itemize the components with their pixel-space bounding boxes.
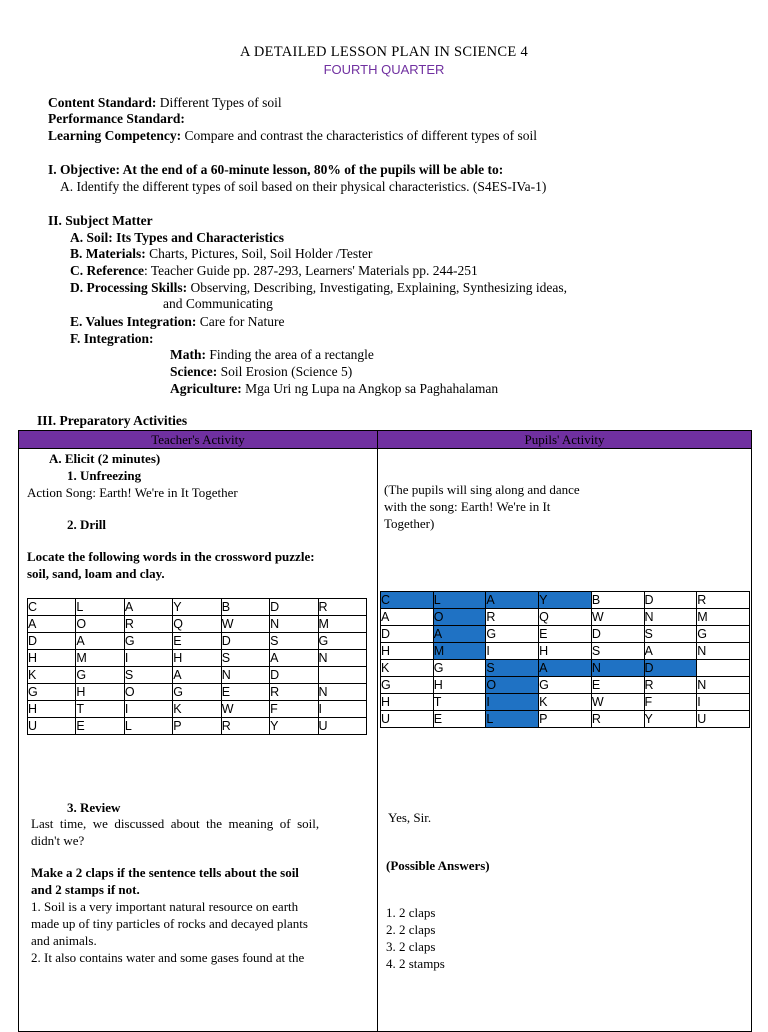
puzzle-cell: G bbox=[697, 626, 750, 643]
puzzle-cell: E bbox=[221, 684, 269, 701]
answer-2: 2. 2 claps bbox=[386, 922, 436, 937]
crossword-puzzle-blank bbox=[27, 598, 367, 735]
claps-instruction-1: Make a 2 claps if the sentence tells about the soil bbox=[31, 865, 299, 880]
learning-competency bbox=[48, 128, 537, 144]
puzzle-row bbox=[381, 609, 750, 626]
puzzle-cell: A bbox=[28, 616, 76, 633]
review-text-1: Last time, we discussed about the meaning of soil, bbox=[31, 816, 320, 831]
puzzle-cell: M bbox=[433, 643, 486, 660]
puzzle-cell: G bbox=[124, 633, 172, 650]
puzzle-cell: W bbox=[221, 616, 269, 633]
puzzle-cell: O bbox=[76, 616, 124, 633]
elicit-heading: A. Elicit (2 minutes) bbox=[49, 451, 161, 466]
subject-matter-c bbox=[70, 263, 478, 279]
puzzle-cell: S bbox=[124, 667, 172, 684]
locate-instruction-2: soil, sand, loam and clay. bbox=[27, 566, 165, 581]
puzzle-cell: P bbox=[173, 718, 221, 735]
puzzle-row bbox=[381, 592, 750, 609]
puzzle-cell: S bbox=[591, 643, 644, 660]
puzzle-cell: S bbox=[644, 626, 697, 643]
unfreezing-heading: 1. Unfreezing bbox=[67, 468, 142, 483]
review-text-2: didn't we? bbox=[31, 833, 85, 848]
puzzle-cell: S bbox=[221, 650, 269, 667]
subject-matter-e bbox=[70, 314, 285, 330]
puzzle-cell: I bbox=[486, 643, 539, 660]
integration-math bbox=[170, 347, 374, 363]
puzzle-cell: M bbox=[318, 616, 366, 633]
puzzle-cell bbox=[697, 660, 750, 677]
drill-heading: 2. Drill bbox=[67, 517, 106, 532]
puzzle-cell: P bbox=[539, 711, 592, 728]
puzzle-cell: D bbox=[591, 626, 644, 643]
puzzle-cell: G bbox=[28, 684, 76, 701]
puzzle-cell: G bbox=[433, 660, 486, 677]
answer-3: 3. 2 claps bbox=[386, 939, 436, 954]
agriculture-value: Mga Uri ng Lupa na Angkop sa Paghahalaman bbox=[241, 381, 499, 396]
puzzle-cell: O bbox=[124, 684, 172, 701]
subject-matter-b bbox=[70, 246, 372, 262]
agriculture-label: Agriculture: bbox=[170, 381, 242, 396]
learning-competency-label: Learning Competency: bbox=[48, 128, 182, 143]
puzzle-cell: D bbox=[28, 633, 76, 650]
values-integration-label: E. Values Integration: bbox=[70, 314, 197, 329]
puzzle-cell: W bbox=[591, 609, 644, 626]
puzzle-cell: K bbox=[381, 660, 434, 677]
puzzle-cell: R bbox=[591, 711, 644, 728]
math-value: Finding the area of a rectangle bbox=[206, 347, 374, 362]
puzzle-cell: Y bbox=[173, 599, 221, 616]
reference-label: C. Reference bbox=[70, 263, 144, 278]
processing-skills-label: D. Processing Skills: bbox=[70, 280, 188, 295]
puzzle-cell: F bbox=[644, 694, 697, 711]
possible-answers-heading: (Possible Answers) bbox=[386, 858, 490, 873]
statement-1-line-3: and animals. bbox=[31, 933, 97, 948]
pupils-sing-3: Together) bbox=[384, 516, 435, 531]
puzzle-cell: U bbox=[697, 711, 750, 728]
puzzle-cell: G bbox=[381, 677, 434, 694]
puzzle-cell: B bbox=[221, 599, 269, 616]
puzzle-cell: G bbox=[539, 677, 592, 694]
puzzle-cell: Y bbox=[644, 711, 697, 728]
review-heading: 3. Review bbox=[67, 800, 121, 815]
puzzle-cell: A bbox=[173, 667, 221, 684]
puzzle-cell: I bbox=[697, 694, 750, 711]
puzzle-cell: U bbox=[28, 718, 76, 735]
puzzle-cell: I bbox=[124, 701, 172, 718]
puzzle-cell: N bbox=[591, 660, 644, 677]
puzzle-cell: G bbox=[76, 667, 124, 684]
pupils-sing-2: with the song: Earth! We're in It bbox=[384, 499, 551, 514]
puzzle-cell: Q bbox=[539, 609, 592, 626]
puzzle-row bbox=[28, 650, 367, 667]
pupils-activity-header: Pupils' Activity bbox=[378, 431, 752, 449]
puzzle-cell: L bbox=[76, 599, 124, 616]
puzzle-cell: T bbox=[433, 694, 486, 711]
puzzle-cell: B bbox=[591, 592, 644, 609]
puzzle-cell: Y bbox=[539, 592, 592, 609]
puzzle-cell: H bbox=[76, 684, 124, 701]
puzzle-row bbox=[381, 660, 750, 677]
puzzle-cell: S bbox=[486, 660, 539, 677]
puzzle-row bbox=[381, 694, 750, 711]
puzzle-cell: A bbox=[270, 650, 318, 667]
puzzle-cell: O bbox=[486, 677, 539, 694]
puzzle-cell: H bbox=[539, 643, 592, 660]
puzzle-cell: C bbox=[28, 599, 76, 616]
answer-1: 1. 2 claps bbox=[386, 905, 436, 920]
puzzle-row bbox=[381, 711, 750, 728]
puzzle-row bbox=[381, 677, 750, 694]
processing-skills-value: Observing, Describing, Investigating, Explaining, Synthesizing ideas, bbox=[187, 280, 567, 295]
puzzle-cell: N bbox=[318, 650, 366, 667]
teacher-activity-cell bbox=[19, 449, 378, 1032]
puzzle-cell: D bbox=[221, 633, 269, 650]
pupils-yes: Yes, Sir. bbox=[388, 810, 432, 825]
statement-2-line-1: 2. It also contains water and some gases found at the bbox=[31, 950, 305, 965]
puzzle-cell: W bbox=[591, 694, 644, 711]
puzzle-cell: N bbox=[270, 616, 318, 633]
subject-matter-a: A. Soil: Its Types and Characteristics bbox=[70, 230, 285, 245]
reference-value: : Teacher Guide pp. 287-293, Learners' Materials pp. 244-251 bbox=[143, 263, 478, 278]
subject-matter-heading: II. Subject Matter bbox=[48, 213, 153, 228]
puzzle-cell: D bbox=[270, 599, 318, 616]
learning-competency-value: Compare and contrast the characteristics of different types of soil bbox=[181, 128, 537, 143]
crossword-puzzle-answer bbox=[380, 591, 750, 728]
puzzle-row bbox=[28, 718, 367, 735]
integration-label: F. Integration: bbox=[70, 331, 154, 346]
puzzle-cell: O bbox=[433, 609, 486, 626]
puzzle-cell: A bbox=[381, 609, 434, 626]
content-standard-label: Content Standard: bbox=[48, 95, 157, 110]
content-standard bbox=[48, 95, 282, 111]
puzzle-cell: R bbox=[697, 592, 750, 609]
puzzle-cell: A bbox=[486, 592, 539, 609]
puzzle-cell: D bbox=[270, 667, 318, 684]
puzzle-cell: A bbox=[76, 633, 124, 650]
puzzle-cell: G bbox=[173, 684, 221, 701]
answer-4: 4. 2 stamps bbox=[386, 956, 445, 971]
pupils-activity-cell bbox=[378, 449, 752, 1032]
puzzle-cell: W bbox=[221, 701, 269, 718]
activities-table bbox=[18, 430, 752, 1032]
document-title: A DETAILED LESSON PLAN IN SCIENCE 4 bbox=[239, 44, 529, 60]
puzzle-cell: R bbox=[644, 677, 697, 694]
puzzle-cell: S bbox=[270, 633, 318, 650]
objective-item-a: A. Identify the different types of soil based on their physical characteristics. (S4ES-IVa-1) bbox=[60, 179, 547, 194]
puzzle-cell: R bbox=[221, 718, 269, 735]
puzzle-cell: R bbox=[318, 599, 366, 616]
puzzle-cell: E bbox=[539, 626, 592, 643]
puzzle-cell: H bbox=[433, 677, 486, 694]
puzzle-row bbox=[28, 599, 367, 616]
values-integration-value: Care for Nature bbox=[196, 314, 285, 329]
puzzle-cell: G bbox=[486, 626, 539, 643]
puzzle-cell: R bbox=[270, 684, 318, 701]
puzzle-cell: U bbox=[381, 711, 434, 728]
action-song-text: Action Song: Earth! We're in It Together bbox=[27, 485, 238, 500]
puzzle-cell: H bbox=[381, 694, 434, 711]
puzzle-cell: D bbox=[644, 592, 697, 609]
puzzle-cell: H bbox=[28, 650, 76, 667]
puzzle-cell: A bbox=[124, 599, 172, 616]
puzzle-cell: G bbox=[318, 633, 366, 650]
puzzle-cell: N bbox=[697, 677, 750, 694]
puzzle-cell: C bbox=[381, 592, 434, 609]
math-label: Math: bbox=[170, 347, 206, 362]
content-standard-value: Different Types of soil bbox=[156, 95, 282, 110]
puzzle-cell: K bbox=[28, 667, 76, 684]
puzzle-cell: E bbox=[591, 677, 644, 694]
integration-science bbox=[170, 364, 352, 380]
puzzle-cell: M bbox=[76, 650, 124, 667]
puzzle-cell: F bbox=[270, 701, 318, 718]
puzzle-cell: A bbox=[539, 660, 592, 677]
claps-instruction-2: and 2 stamps if not. bbox=[31, 882, 140, 897]
puzzle-cell: N bbox=[221, 667, 269, 684]
science-value: Soil Erosion (Science 5) bbox=[217, 364, 353, 379]
puzzle-cell: K bbox=[173, 701, 221, 718]
puzzle-cell: K bbox=[539, 694, 592, 711]
integration-agriculture bbox=[170, 381, 498, 397]
performance-standard-label: Performance Standard: bbox=[48, 111, 185, 126]
puzzle-cell: A bbox=[433, 626, 486, 643]
puzzle-row bbox=[28, 667, 367, 684]
objective-heading: I. Objective: At the end of a 60-minute lesson, 80% of the pupils will be able to: bbox=[48, 162, 504, 177]
puzzle-cell: D bbox=[381, 626, 434, 643]
subject-matter-d bbox=[70, 280, 567, 296]
puzzle-cell: N bbox=[644, 609, 697, 626]
puzzle-cell: I bbox=[124, 650, 172, 667]
statement-1-line-2: made up of tiny particles of rocks and decayed plants bbox=[31, 916, 308, 931]
processing-skills-continuation: and Communicating bbox=[163, 296, 273, 311]
puzzle-row bbox=[381, 643, 750, 660]
puzzle-cell: L bbox=[433, 592, 486, 609]
teacher-activity-header: Teacher's Activity bbox=[19, 431, 378, 449]
puzzle-cell: N bbox=[697, 643, 750, 660]
puzzle-cell: A bbox=[644, 643, 697, 660]
puzzle-row bbox=[381, 626, 750, 643]
puzzle-cell: Y bbox=[270, 718, 318, 735]
puzzle-cell: H bbox=[28, 701, 76, 718]
puzzle-cell: N bbox=[318, 684, 366, 701]
puzzle-cell: R bbox=[486, 609, 539, 626]
preparatory-heading: III. Preparatory Activities bbox=[37, 413, 188, 428]
puzzle-cell: Q bbox=[173, 616, 221, 633]
puzzle-cell: E bbox=[173, 633, 221, 650]
quarter-subtitle: FOURTH QUARTER bbox=[323, 62, 445, 77]
pupils-sing-1: (The pupils will sing along and dance bbox=[384, 482, 580, 497]
puzzle-cell: L bbox=[486, 711, 539, 728]
puzzle-cell bbox=[318, 667, 366, 684]
puzzle-cell: U bbox=[318, 718, 366, 735]
puzzle-cell: L bbox=[124, 718, 172, 735]
materials-label: B. Materials: bbox=[70, 246, 146, 261]
puzzle-cell: D bbox=[644, 660, 697, 677]
materials-value: Charts, Pictures, Soil, Soil Holder /Tester bbox=[145, 246, 373, 261]
puzzle-cell: I bbox=[486, 694, 539, 711]
puzzle-cell: H bbox=[173, 650, 221, 667]
puzzle-row bbox=[28, 633, 367, 650]
puzzle-cell: M bbox=[697, 609, 750, 626]
puzzle-row bbox=[28, 684, 367, 701]
locate-instruction-1: Locate the following words in the crossword puzzle: bbox=[27, 549, 315, 564]
puzzle-row bbox=[28, 701, 367, 718]
puzzle-cell: E bbox=[76, 718, 124, 735]
puzzle-cell: H bbox=[381, 643, 434, 660]
puzzle-cell: I bbox=[318, 701, 366, 718]
puzzle-cell: T bbox=[76, 701, 124, 718]
science-label: Science: bbox=[170, 364, 218, 379]
puzzle-row bbox=[28, 616, 367, 633]
statement-1-line-1: 1. Soil is a very important natural resource on earth bbox=[31, 899, 299, 914]
puzzle-cell: E bbox=[433, 711, 486, 728]
puzzle-cell: R bbox=[124, 616, 172, 633]
